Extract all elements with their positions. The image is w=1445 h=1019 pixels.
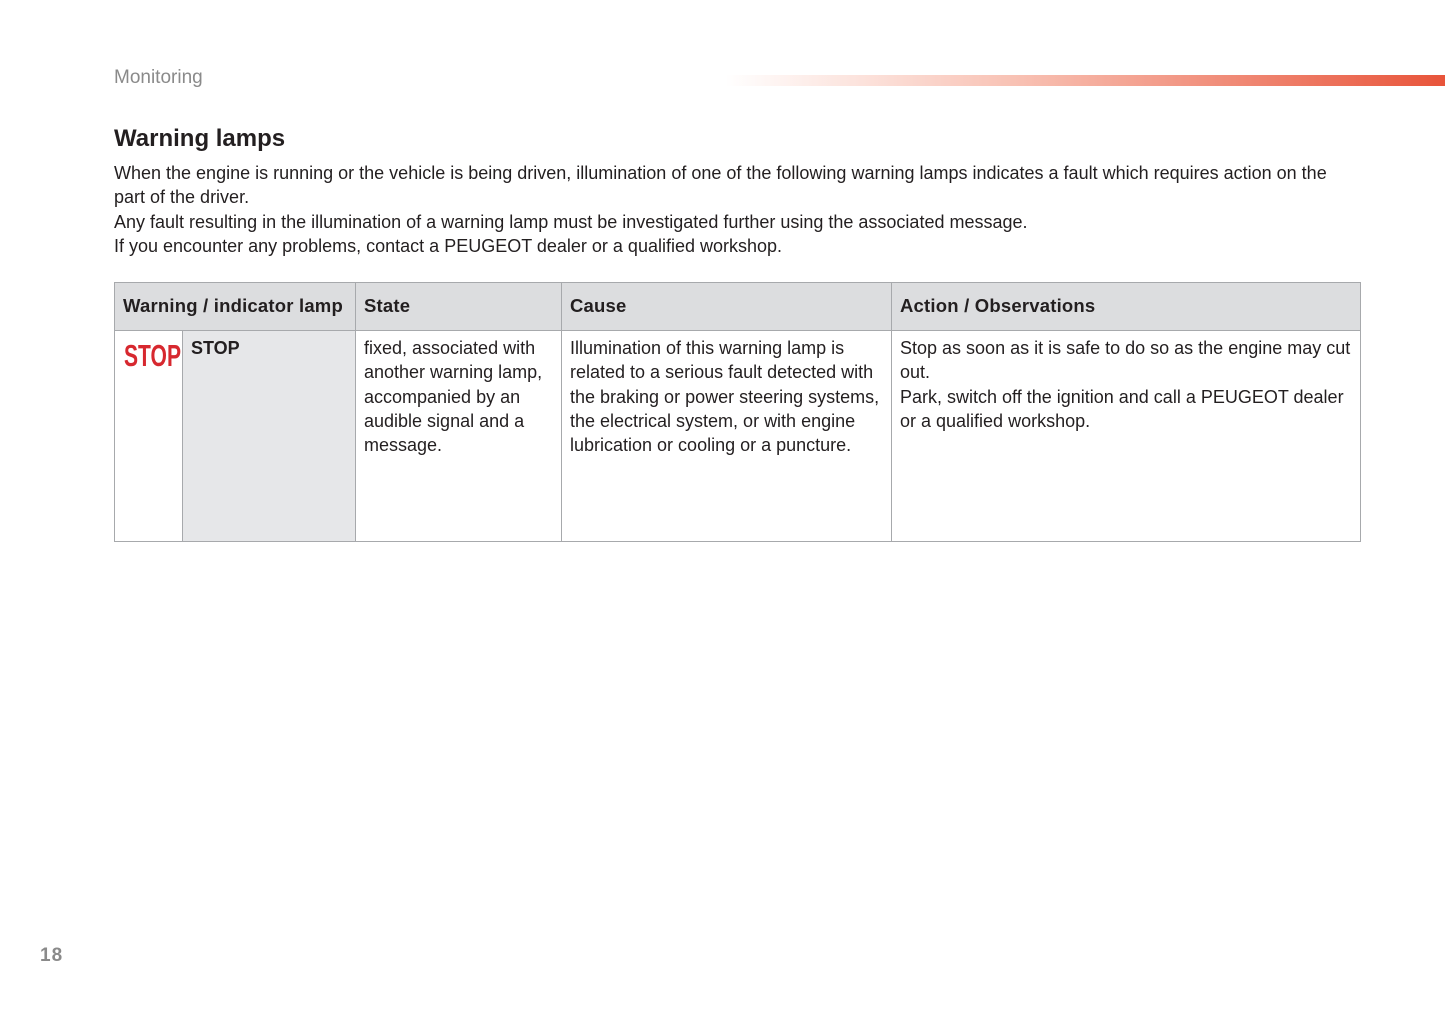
intro-paragraph: If you encounter any problems, contact a PEUGEOT dealer or a qualified workshop. [114,235,783,256]
lamp-state: fixed, associated with another warning lamp, accompanied by an audible signal and a message. [356,331,562,542]
section-label: Monitoring [114,67,203,88]
lamp-action [892,331,1361,542]
page-title: Warning lamps [114,125,286,152]
lamp-icon-cell [115,331,183,542]
table-row [115,331,1361,542]
column-header-cause: Cause [562,283,892,331]
lamp-name: STOP [183,331,356,542]
action-line: Park, switch off the ignition and call a PEUGEOT dealer or a qualified workshop. [900,386,1344,431]
intro-paragraph: When the engine is running or the vehicle is being driven, illumination of one of the following warning lamps indicates a fault which requires action on the part of the driver. [114,163,1327,208]
intro-text [114,161,1354,258]
column-header-state: State [356,283,562,331]
stop-icon-text: STOP [124,338,181,370]
table-header-row [115,283,1361,331]
page-number: 18 [40,945,64,966]
column-header-action: Action / Observations [892,283,1361,331]
lamp-cause: Illumination of this warning lamp is related to a serious fault detected with the braking or power steering systems, the electrical system, or with engine lubrication or cooling or a puncture. [562,331,892,542]
action-line: Stop as soon as it is safe to do so as the engine may cut out. [900,338,1351,383]
intro-paragraph: Any fault resulting in the illumination of a warning lamp must be investigated further using the associated message. [114,211,1028,232]
warning-lamps-table [114,282,1361,542]
stop-warning-icon [123,336,183,370]
column-header-lamp: Warning / indicator lamp [115,283,356,331]
header-accent-bar [725,75,1445,86]
